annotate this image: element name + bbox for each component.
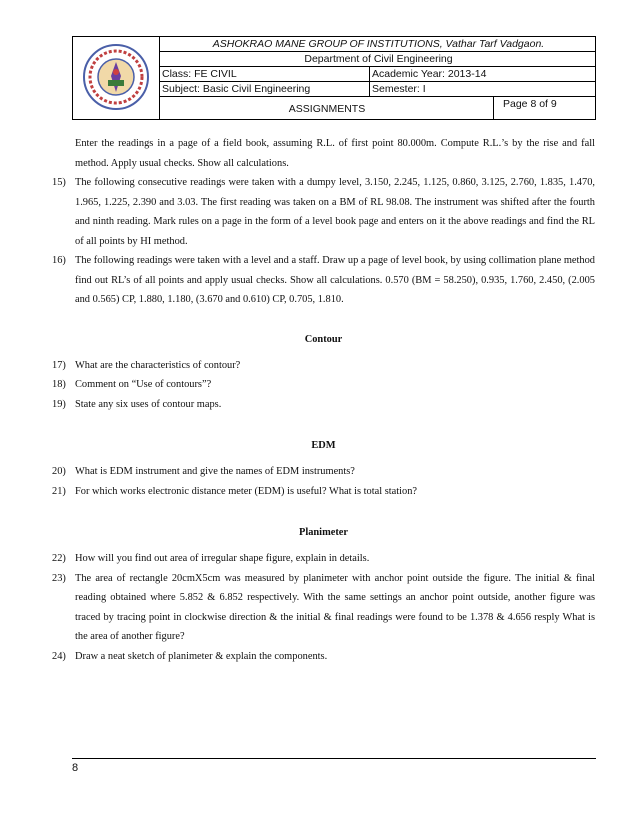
list-item <box>52 647 595 667</box>
institution-name: ASHOKRAO MANE GROUP OF INSTITUTIONS, Vathar Tarf Vadgaon. <box>212 38 545 50</box>
item-text: Comment on “Use of contours”? <box>75 379 212 390</box>
department-name: Department of Civil Engineering <box>304 53 453 65</box>
intro-paragraph <box>52 134 595 173</box>
item-text: The following consecutive readings were taken with a dumpy level, 3.150, 2.245, 1.125, 0.860, 3.125, 2.760, 1.835, 1.470, 1.965, 1.225, 2.390 and 3.03. The first reading was taken on a BM of RL 98.08. The instrument was shifted after the fourth and ninth reading. Mark rules on a page in the form of a level book page and enters on it the above readings and find the RL of all points by HI method. <box>75 177 595 247</box>
list-item <box>52 395 595 415</box>
list-item <box>52 375 595 395</box>
item-number: 17) <box>52 359 66 371</box>
item-text: For which works electronic distance meter (EDM) is useful? What is total station? <box>75 485 418 497</box>
list-item <box>52 549 595 569</box>
list-item <box>52 173 595 251</box>
institution-logo <box>81 42 151 112</box>
item-text: What is EDM instrument and give the names of EDM instruments? <box>75 466 355 477</box>
page-indicator: Page 8 of 9 <box>503 98 557 110</box>
item-number: 15) <box>52 177 66 188</box>
list-item <box>52 482 595 502</box>
academic-year: Academic Year: 2013-14 <box>372 68 487 80</box>
department-row <box>159 52 595 67</box>
item-text: What are the characteristics of contour? <box>75 359 241 371</box>
assignments-row <box>159 97 595 119</box>
assignment-content <box>52 134 595 666</box>
institution-row <box>159 37 595 52</box>
item-number: 18) <box>52 379 66 390</box>
item-number: 23) <box>52 572 66 584</box>
item-text: How will you find out area of irregular shape figure, explain in details. <box>75 553 370 564</box>
class-row <box>159 67 595 82</box>
subject-label: Subject: Basic Civil Engineering <box>162 83 311 95</box>
item-number: 16) <box>52 255 66 266</box>
list-item <box>52 356 595 376</box>
list-item <box>52 462 595 482</box>
subject-row <box>159 82 595 97</box>
list-item <box>52 251 595 310</box>
item-number: 21) <box>52 485 66 497</box>
item-number: 22) <box>52 553 66 564</box>
item-number: 20) <box>52 466 66 477</box>
section-heading-edm: EDM <box>311 440 336 451</box>
item-text: The following readings were taken with a level and a staff. Draw up a page of level book, by using collimation plane method find out RL’s of all points and apply usual checks. Show all calculations. 0.570 (BM = 58.250), 0.935, 1.760, 2.450, (2.005 and 0.565) CP, 1.880, 1.180, (3.670 and 0.610) CP, 0.705, 1.810. <box>75 255 595 305</box>
section-heading-planimeter: Planimeter <box>298 527 349 538</box>
list-item <box>52 569 595 647</box>
item-number: 24) <box>52 650 66 662</box>
semester-label: Semester: I <box>372 83 426 95</box>
item-text: State any six uses of contour maps. <box>75 398 222 410</box>
section-heading-contour: Contour <box>304 333 343 345</box>
item-text: The area of rectangle 20cmX5cm was measured by planimeter with anchor point outside the figure. The initial & final reading obtained where 5.852 & 6.852 respectively. With the same settings an anchor point outside, another figure was traced by tracing point in clockwise direction & the initial & final readings were found to be 1.378 & 4.656 resply What is the area of another figure? <box>75 572 595 642</box>
footer-divider <box>72 758 596 759</box>
item-text: Draw a neat sketch of planimeter & explain the components. <box>75 650 328 662</box>
item-number: 19) <box>52 398 66 410</box>
logo-cell <box>73 37 160 119</box>
class-label: Class: FE CIVIL <box>162 68 237 80</box>
header-table <box>72 36 596 120</box>
intro-text: Enter the readings in a page of a field book, assuming R.L. of first point 80.000m. Compute R.L.’s by the rise and fall method. Apply usual checks. Show all calculations. <box>75 138 595 169</box>
footer-page-number: 8 <box>72 762 79 774</box>
doc-type: ASSIGNMENTS <box>288 103 366 115</box>
